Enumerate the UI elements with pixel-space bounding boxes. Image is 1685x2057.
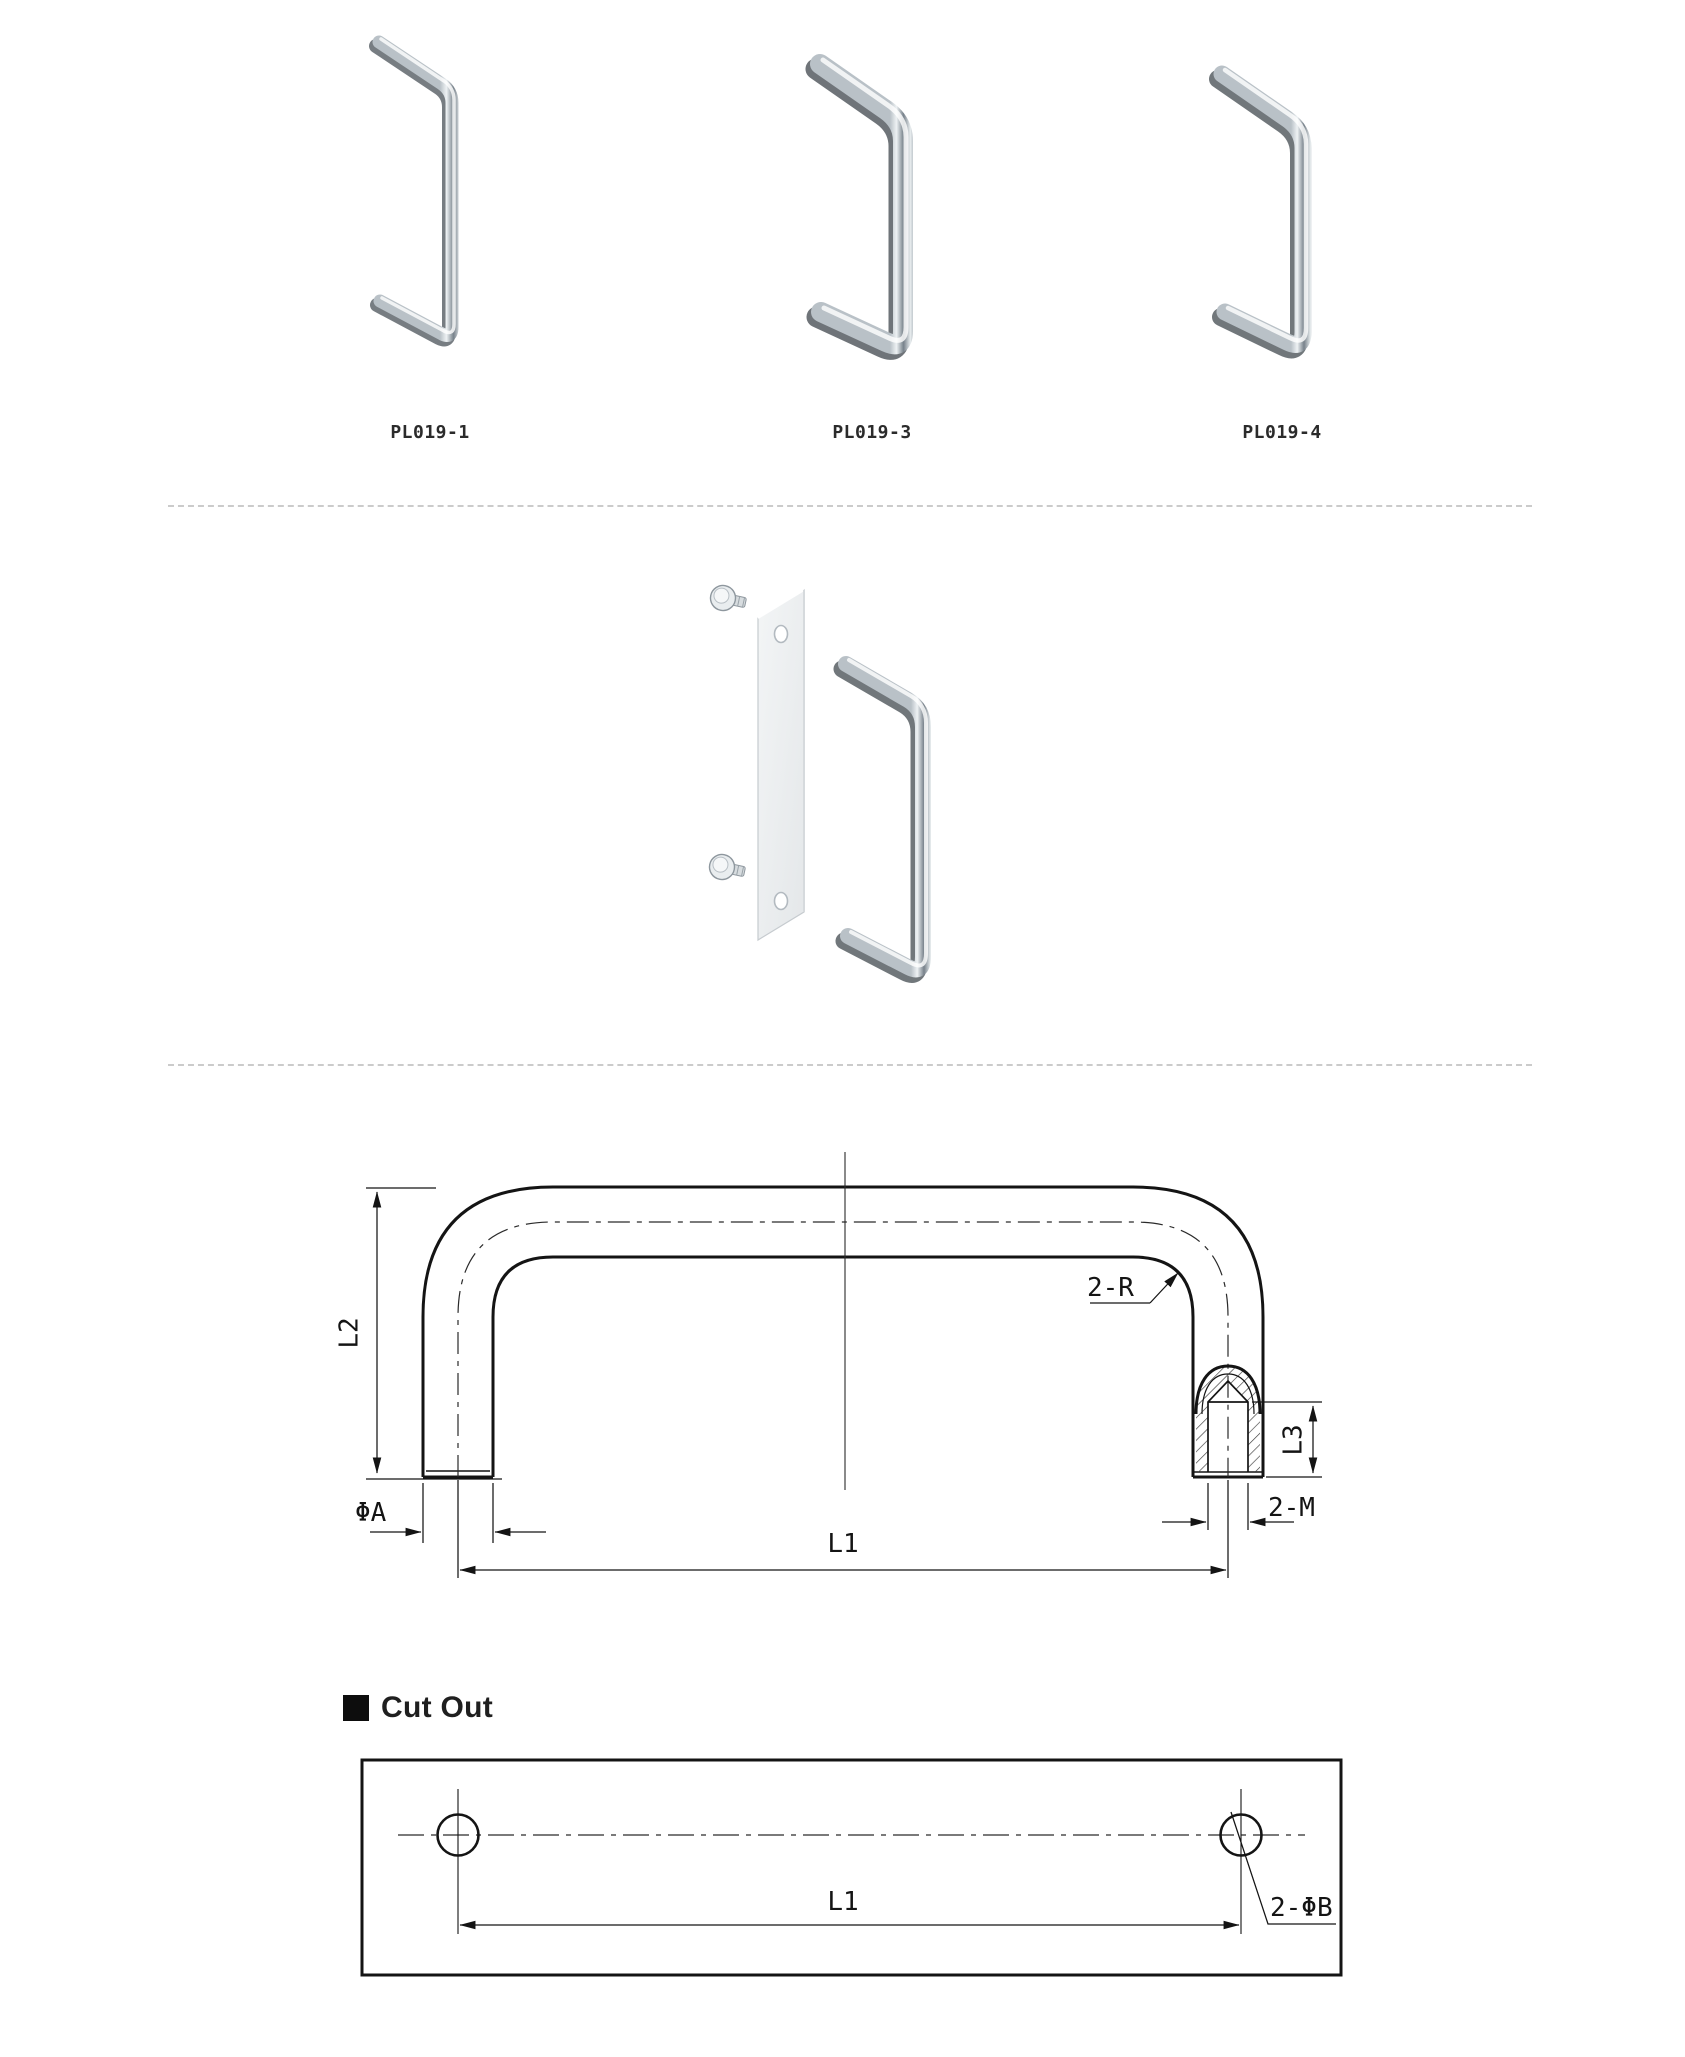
product-image-pl019-3 [816, 60, 906, 349]
handle-render [842, 660, 926, 974]
separator-line [168, 1064, 1532, 1066]
dim-label-phi-a: ΦA [355, 1498, 387, 1528]
product-label-pl019-1: PL019-1 [390, 422, 470, 443]
product-image-pl019-4 [1218, 70, 1306, 349]
dim-label-corner-radius: 2-R [1087, 1273, 1134, 1303]
mounting-screw [707, 852, 747, 884]
cutout-drawing [362, 1760, 1341, 1975]
product-image-pl019-1 [376, 39, 454, 339]
dimension-drawing [335, 1152, 1323, 1578]
dim-label-l3: L3 [1278, 1424, 1309, 1456]
cutout-label-hole-dia: 2-ΦB [1270, 1893, 1333, 1923]
mounting-screw [708, 583, 748, 615]
product-label-pl019-3: PL019-3 [832, 422, 912, 443]
section-marker-icon [343, 1695, 369, 1721]
cutout-section-heading [343, 1691, 493, 1725]
cutout-heading-text: Cut Out [381, 1691, 494, 1724]
mounting-plate [758, 590, 804, 940]
dim-label-l1: L1 [827, 1529, 859, 1559]
separator-line [168, 505, 1532, 507]
installation-diagram [707, 583, 926, 974]
dim-label-l2: L2 [334, 1317, 365, 1349]
dim-label-thread: 2-M [1268, 1493, 1315, 1523]
cutout-label-l1: L1 [827, 1887, 859, 1917]
product-label-pl019-4: PL019-4 [1242, 422, 1322, 443]
